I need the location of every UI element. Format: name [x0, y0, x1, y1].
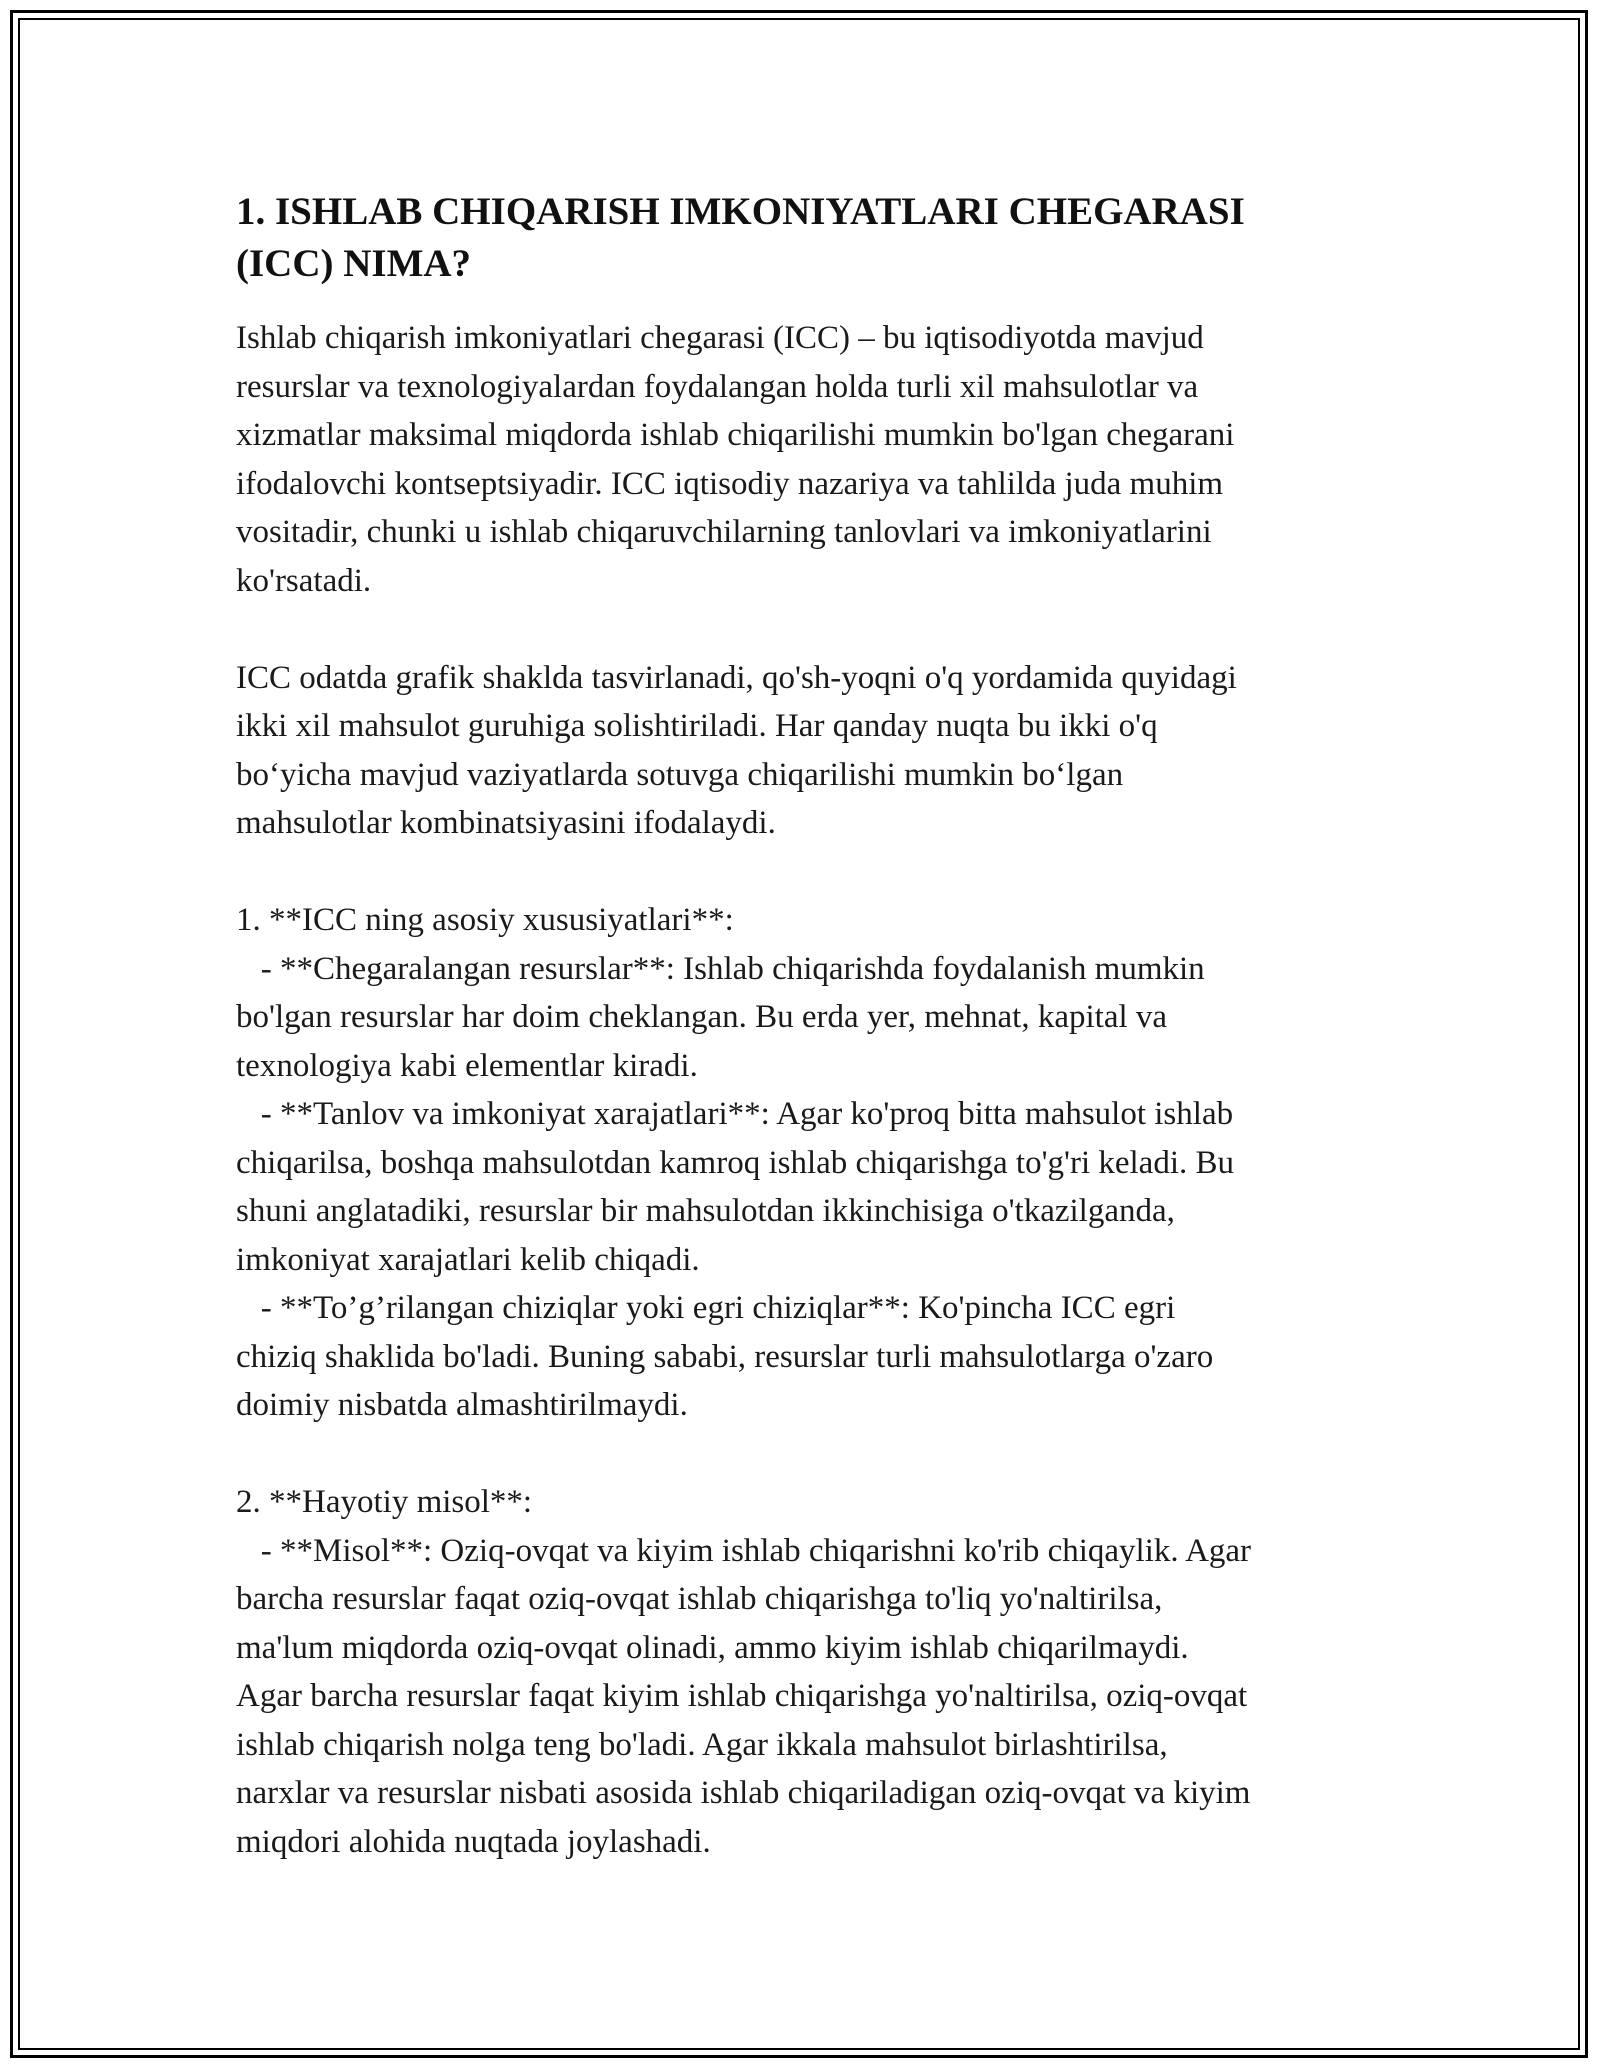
list-item-line: shuni anglatadiki, resurslar bir mahsulotdan ikkinchisiga o'tkazilganda, [236, 1193, 1175, 1229]
list-item-line: miqdori alohida nuqtada joylashadi. [236, 1823, 711, 1860]
list-item-line: chiqarilsa, boshqa mahsulotdan kamroq ishlab chiqarishga to'g'ri keladi. Bu [236, 1144, 1235, 1181]
paragraph-spacer [236, 605, 1386, 654]
list-item-line: barcha resurslar faqat oziq-ovqat ishlab chiqarishga to'liq yo'naltirilsa, [236, 1581, 1163, 1617]
paragraph-line: ICC odatda grafik shaklda tasvirlanadi, qo'sh-yoqni o'q yordamida quyidagi [236, 659, 1237, 696]
paragraph-spacer [236, 1430, 1386, 1479]
paragraph-line: Ishlab chiqarish imkoniyatlari chegarasi (ICC) – bu iqtisodiyotda mavjud [236, 320, 1204, 356]
list-item-line: ma'lum miqdorda oziq-ovqat olinadi, ammo kiyim ishlab chiqarilmaydi. [236, 1629, 1189, 1666]
list-item-line: - **Chegaralangan resurslar**: Ishlab chiqarishda foydalanish mumkin [236, 950, 1205, 987]
paragraph-line: vositadir, chunki u ishlab chiqaruvchilarning tanlovlari va imkoniyatlarini [236, 514, 1212, 550]
graph-paragraph [236, 654, 1386, 848]
list-item-line: chiziq shaklida bo'ladi. Buning sababi, resurslar turli mahsulotlarga o'zaro [236, 1338, 1214, 1375]
page-title-line: (ICC) NIMA? [236, 242, 472, 285]
paragraph-line: ikki xil mahsulot guruhiga solishtiriladi. Har qanday nuqta bu ikki o'q [236, 708, 1158, 744]
list-item-line: - **Misol**: Oziq-ovqat va kiyim ishlab chiqarishni ko'rib chiqaylik. Agar [236, 1532, 1252, 1569]
page-title-line: 1. ISHLAB CHIQARISH IMKONIYATLARI CHEGARASI [236, 190, 1245, 233]
list-item-line: ishlab chiqarish nolga teng bo'ladi. Agar ikkala mahsulot birlashtirilsa, [236, 1726, 1168, 1763]
list-item-line: bo'lgan resurslar har doim cheklangan. Bu erda yer, mehnat, kapital va [236, 999, 1168, 1035]
list-item-line: Agar barcha resurslar faqat kiyim ishlab chiqarishga yo'naltirilsa, oziq-ovqat [236, 1678, 1248, 1714]
paragraph-line: bo‘yicha mavjud vaziyatlarda sotuvga chiqarilishi mumkin bo‘lgan [236, 756, 1124, 793]
paragraph-line: ko'rsatadi. [236, 562, 372, 599]
list-heading: 1. **ICC ning asosiy xususiyatlari**: [236, 902, 734, 938]
paragraph-line: xizmatlar maksimal miqdorda ishlab chiqarilishi mumkin bo'lgan chegarani [236, 417, 1235, 453]
list-item-line: narxlar va resurslar nisbati asosida ishlab chiqariladigan oziq-ovqat va kiyim [236, 1775, 1251, 1811]
paragraph-line: mahsulotlar kombinatsiyasini ifodalaydi. [236, 805, 776, 841]
list-heading: 2. **Hayotiy misol**: [236, 1484, 533, 1520]
list-item-line: - **Tanlov va imkoniyat xarajatlari**: Agar ko'proq bitta mahsulot ishlab [236, 1096, 1234, 1132]
paragraph-line: resurslar va texnologiyalardan foydalangan holda turli xil mahsulotlar va [236, 368, 1199, 405]
paragraph-line: ifodalovchi kontseptsiyadir. ICC iqtisodiy nazariya va tahlilda juda muhim [236, 465, 1224, 502]
document-body [236, 186, 1386, 1866]
intro-paragraph [236, 314, 1386, 605]
list-item-line: imkoniyat xarajatlari kelib chiqadi. [236, 1241, 700, 1278]
list-item-line: doimiy nisbatda almashtirilmaydi. [236, 1387, 688, 1423]
page-title [236, 186, 1386, 290]
paragraph-spacer [236, 848, 1386, 897]
list-item-line: texnologiya kabi elementlar kiradi. [236, 1047, 698, 1084]
features-list [236, 896, 1386, 1430]
list-item-line: - **To’g’rilangan chiziqlar yoki egri chiziqlar**: Ko'pincha ICC egri [236, 1290, 1176, 1326]
example-list [236, 1478, 1386, 1866]
